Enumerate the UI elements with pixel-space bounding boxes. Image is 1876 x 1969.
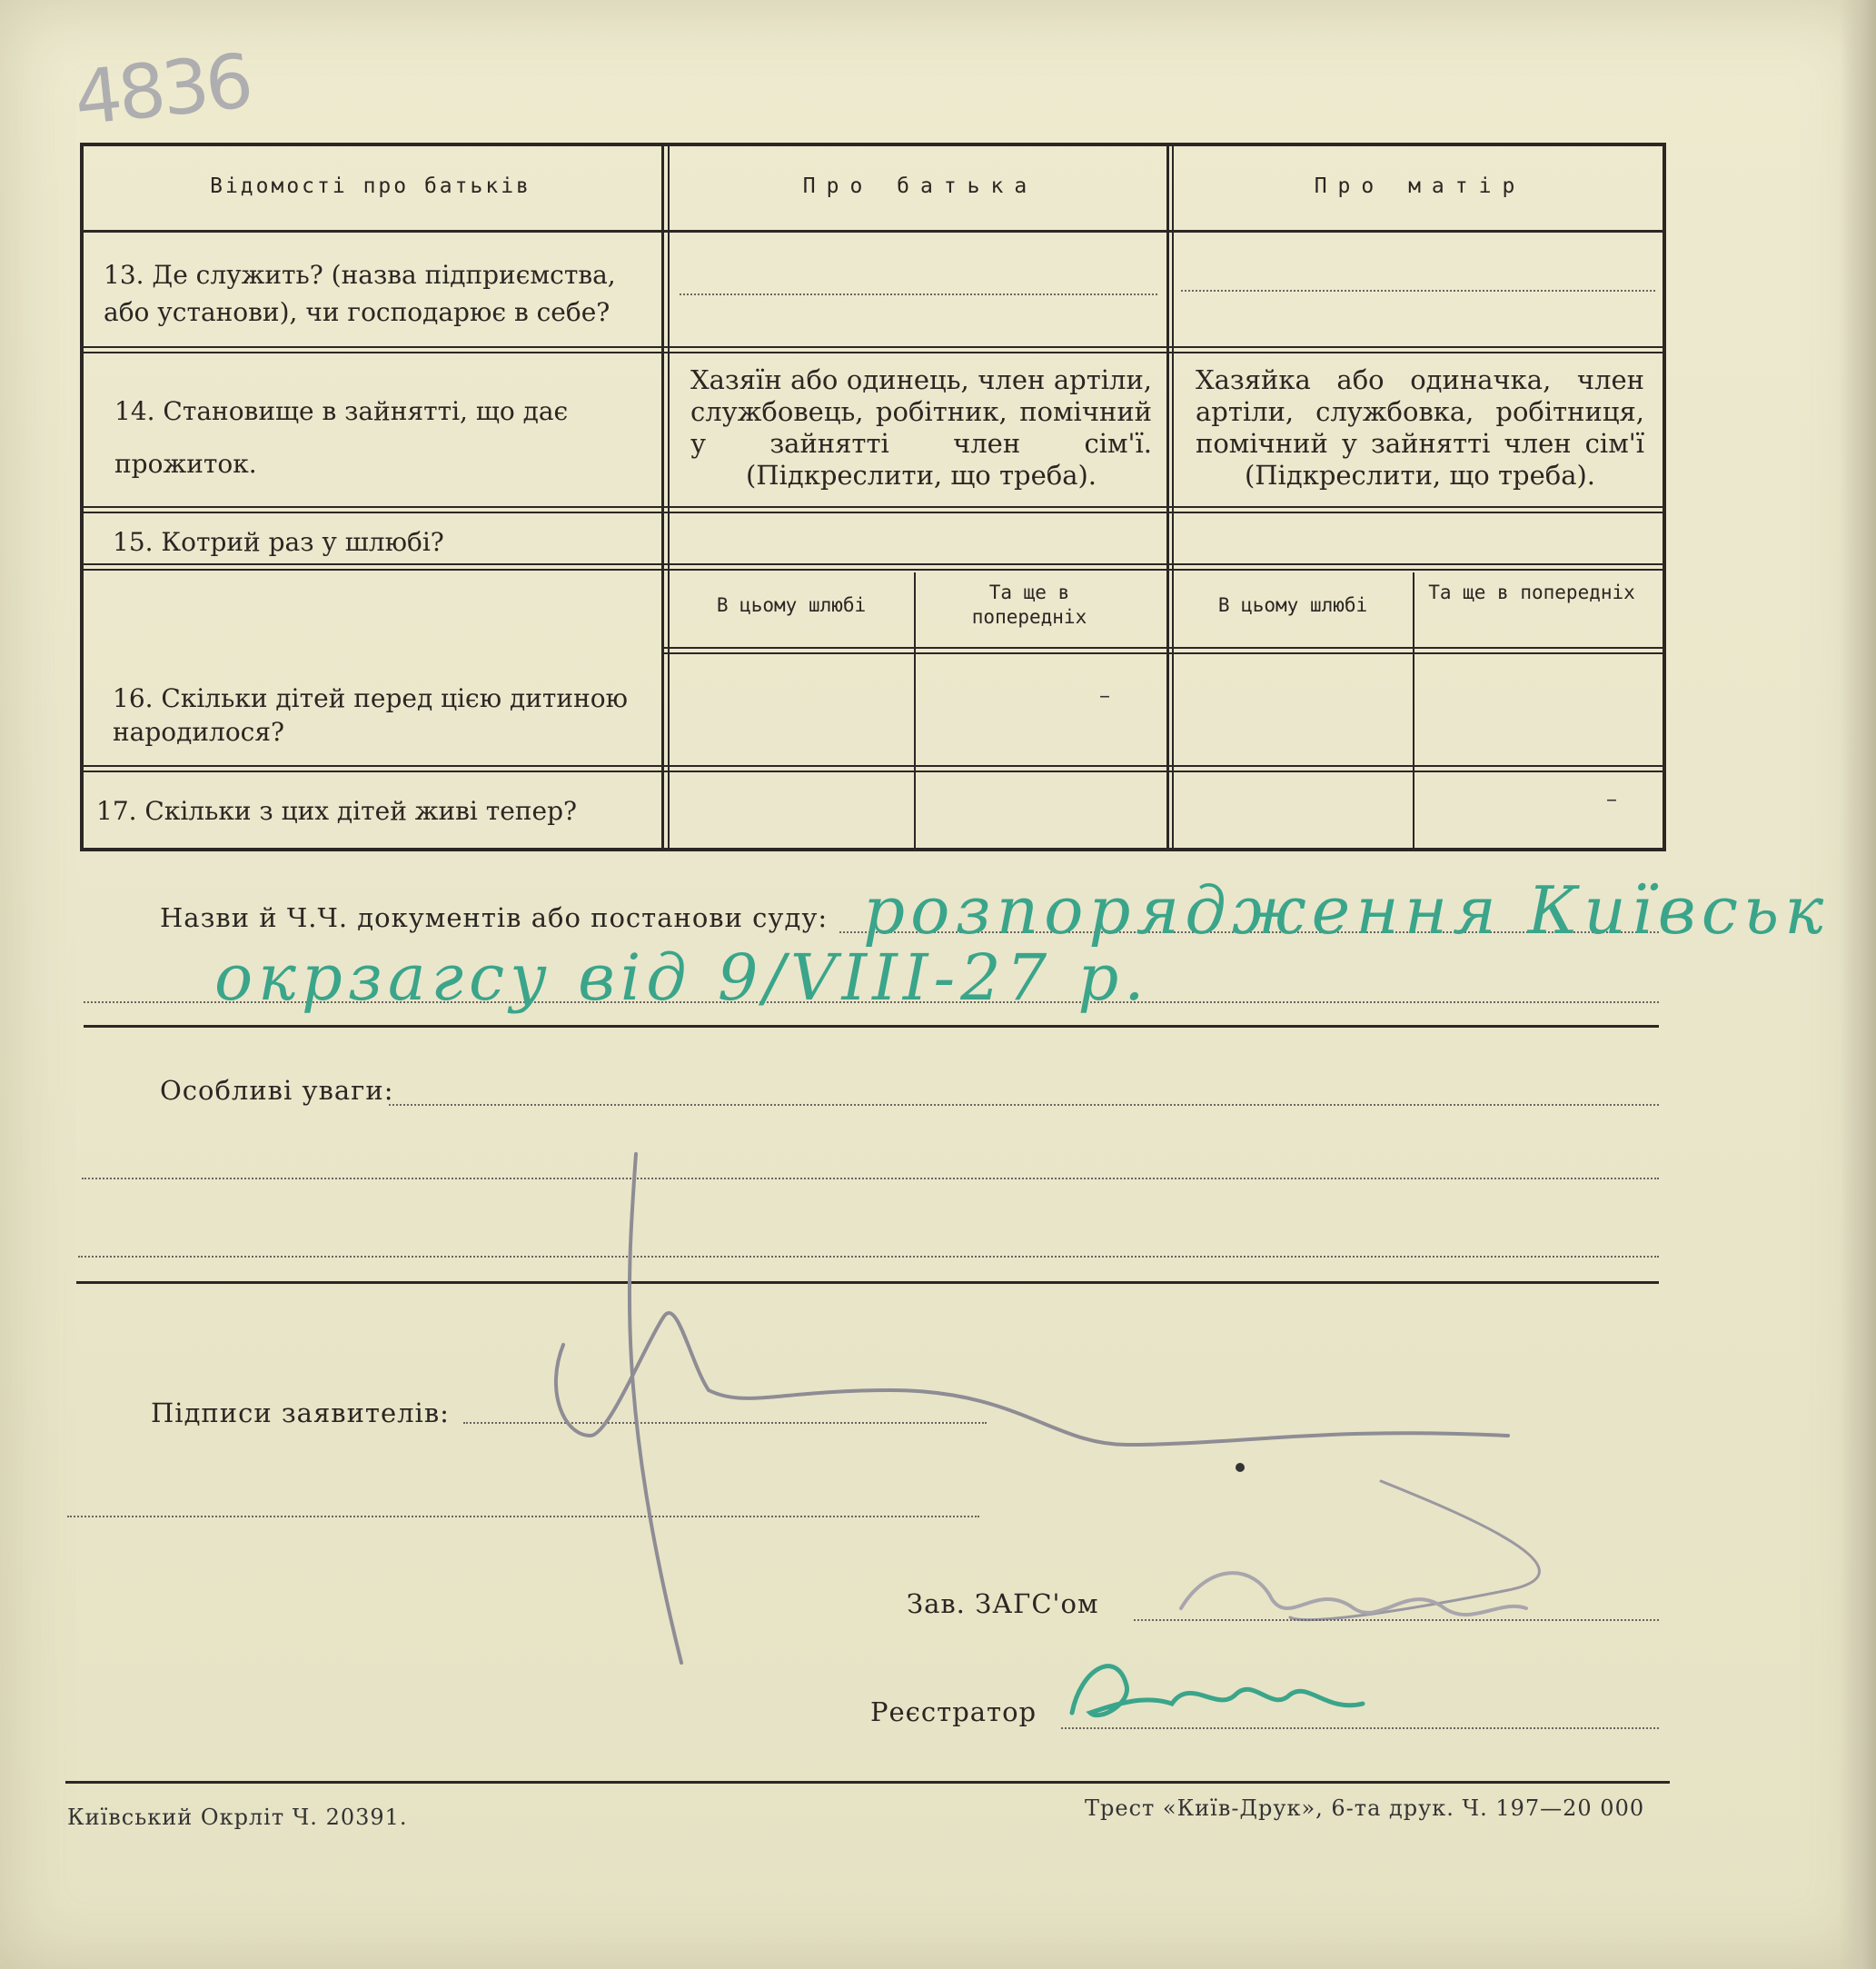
answer-13-father-line: [680, 293, 1157, 295]
registrar-label: Реєстратор: [870, 1696, 1037, 1727]
answer-17-dash: –: [1606, 786, 1617, 811]
answer-14-father: Хазяїн або одинець, член артіли, службовець, робітник, помічний у зайнятті член сім'ї. (Підкреслити, що треба).: [690, 364, 1152, 491]
header-mother: Про матір: [1314, 174, 1526, 198]
subheader-father-previous: Та ще в попередніх: [971, 582, 1087, 628]
question-14: 14. Становище в зайнятті, що дає прожиток.: [114, 396, 569, 479]
parents-info-table: [80, 143, 1666, 851]
page-edge: [1840, 0, 1876, 1969]
remarks-label: Особливі уваги:: [160, 1075, 394, 1106]
subheader-mother-previous: Та ще в попередніх: [1428, 582, 1635, 603]
subheader-father-this-marriage: В цьому шлюбі: [716, 594, 867, 616]
documents-label: Назви й Ч.Ч. документів або постанови суду:: [160, 902, 829, 933]
answer-16-dash: –: [1099, 682, 1110, 708]
header-parents-info: Відомості про батьків: [210, 174, 531, 198]
documents-handwritten-line-1: розпорядження Київськ: [863, 872, 1830, 949]
header-father: Про батька: [802, 174, 1038, 198]
registrar-signature: [1063, 1640, 1408, 1740]
head-signature: [1172, 1545, 1535, 1636]
answer-14-mother: Хазяйка або одиначка, член артіли, службовка, робітниця, помічний у зайнятті член сім'ї (Підкреслити, що треба).: [1196, 364, 1644, 491]
documents-rule: [84, 1025, 1659, 1028]
answer-13-mother-line: [1181, 290, 1655, 292]
bottom-rule: [65, 1781, 1670, 1784]
archive-number: 4836: [70, 38, 254, 143]
question-15: 15. Котрий раз у шлюбі?: [113, 527, 444, 557]
question-17: 17. Скільки з цих дітей живі тепер?: [96, 796, 578, 826]
signatures-label: Підписи заявителів:: [151, 1397, 450, 1428]
remarks-line-1: [389, 1104, 1659, 1106]
subheader-mother-this-marriage: В цьому шлюбі: [1217, 594, 1368, 616]
head-registry-label: Зав. ЗАГС'ом: [907, 1588, 1099, 1619]
footer-right: Трест «Київ-Друк», 6-та друк. Ч. 197—20 000: [1085, 1795, 1645, 1821]
question-13: 13. Де служить? (назва підприємства, або установи), чи господарює в себе?: [104, 260, 616, 327]
footer-left: Київський Окрліт Ч. 20391.: [67, 1805, 408, 1830]
question-16: 16. Скільки дітей перед цією дитиною народилося?: [113, 683, 628, 747]
documents-handwritten-line-2: окрзагсу від 9/VIII-27 р.: [214, 940, 1150, 1015]
